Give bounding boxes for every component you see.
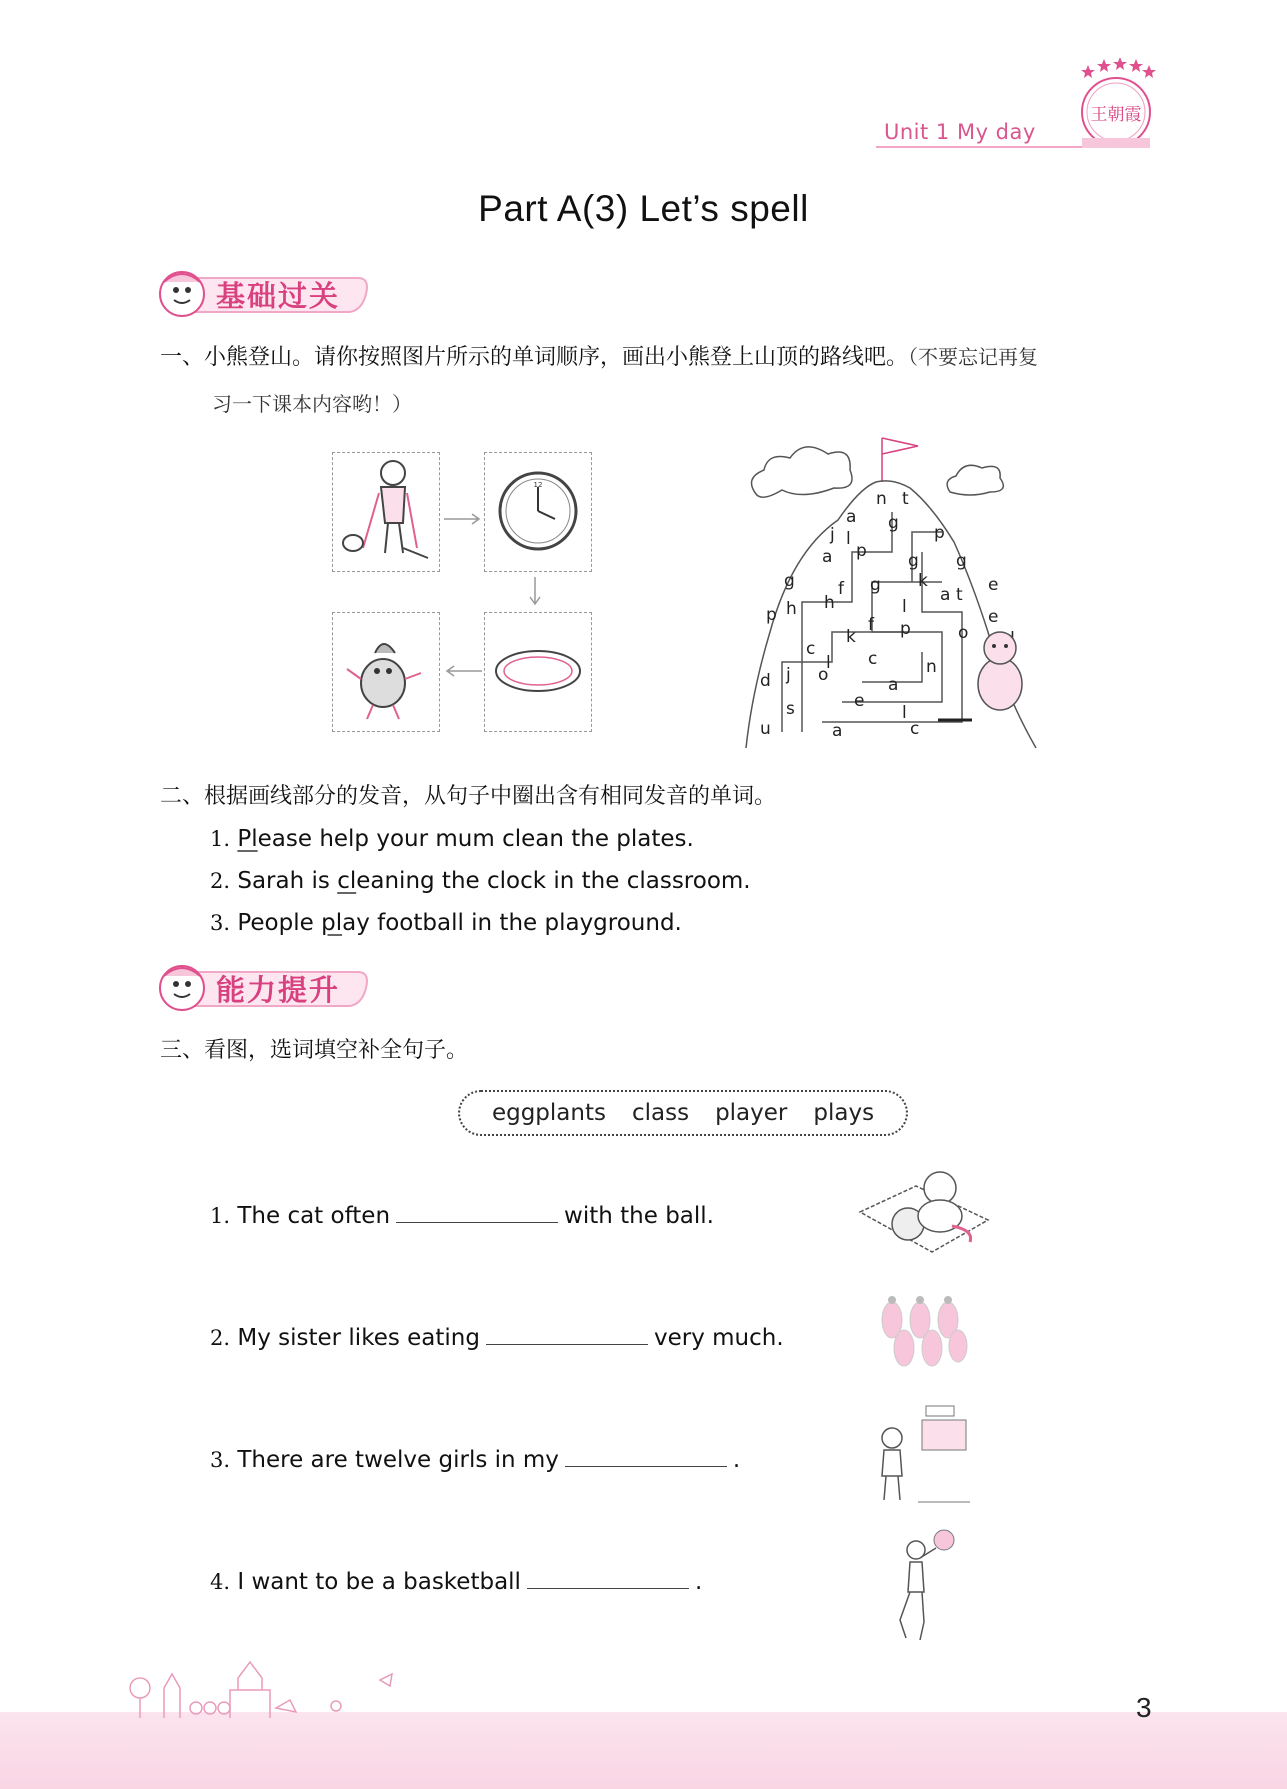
svg-text:n: n <box>876 489 887 509</box>
svg-text:k: k <box>918 571 928 591</box>
q1-hint-continued: 习一下课本内容哟！） <box>212 392 412 416</box>
svg-text:p: p <box>766 605 777 625</box>
q2-instruction: 二、根据画线部分的发音，从句子中圈出含有相同发音的单词。 <box>160 784 777 809</box>
svg-text:h: h <box>824 593 835 613</box>
svg-text:g: g <box>908 551 919 571</box>
svg-text:l: l <box>826 653 831 673</box>
q3-item-2: 2. My sister likes eating very much. <box>210 1325 784 1351</box>
q2-item-2: 2. Sarah is cleaning the clock in the classroom. <box>210 868 751 894</box>
svg-text:c: c <box>868 649 878 669</box>
svg-text:p: p <box>900 619 911 639</box>
picture-classroom <box>870 1402 974 1506</box>
answer-blank[interactable] <box>527 1568 689 1589</box>
svg-text:王朝霞: 王朝霞 <box>1090 105 1142 125</box>
svg-text:g: g <box>888 513 899 533</box>
svg-text:c: c <box>806 639 816 659</box>
picture-basketball-player <box>880 1526 958 1644</box>
q3-item-4: 4. I want to be a basketball . <box>210 1569 703 1595</box>
svg-text:a: a <box>888 675 899 695</box>
svg-text:f: f <box>868 615 874 635</box>
svg-text:e: e <box>988 575 999 595</box>
picture-eggplants <box>876 1292 972 1368</box>
section-title-advanced: 能力提升 <box>216 973 341 1007</box>
q3-instruction: 三、看图，选词填空补全句子。 <box>160 1038 469 1063</box>
svg-text:p: p <box>856 541 867 561</box>
answer-blank[interactable] <box>565 1446 727 1467</box>
svg-text:h: h <box>786 599 797 619</box>
svg-text:l: l <box>902 597 907 617</box>
picture-cat-ball <box>856 1166 992 1258</box>
picture-eggplant <box>332 612 440 732</box>
unit-header: Unit 1 My day <box>884 120 1036 144</box>
q3-item-1: 1. The cat often with the ball. <box>210 1203 714 1229</box>
svg-text:e: e <box>854 691 865 711</box>
word-option: player <box>715 1100 788 1126</box>
maze-mountain <box>742 432 1038 752</box>
footer-band <box>0 1712 1287 1789</box>
picture-mop-boy <box>332 452 440 572</box>
q3-item-3: 3. There are twelve girls in my . <box>210 1447 741 1473</box>
svg-text:o: o <box>958 623 969 643</box>
publisher-logo <box>1072 58 1160 152</box>
section-title-basic: 基础过关 <box>216 279 341 313</box>
word-bank <box>458 1090 908 1136</box>
svg-text:a: a <box>832 721 843 741</box>
svg-text:a: a <box>822 547 833 567</box>
svg-text:d: d <box>760 671 771 691</box>
svg-text:g: g <box>956 551 967 571</box>
svg-text:p: p <box>934 523 945 543</box>
svg-text:l: l <box>846 529 851 549</box>
svg-text:12: 12 <box>533 481 543 489</box>
svg-text:f: f <box>838 579 844 599</box>
svg-text:n: n <box>926 657 937 677</box>
arrow-left-icon <box>444 665 482 677</box>
svg-text:e: e <box>988 607 999 627</box>
footer-decoration <box>120 1648 400 1720</box>
section-badge-basic <box>158 268 373 320</box>
section-badge-advanced <box>158 962 373 1014</box>
arrow-down-icon <box>529 577 541 607</box>
picture-plate <box>484 612 592 732</box>
svg-text:s: s <box>786 699 795 719</box>
svg-text:a: a <box>940 585 951 605</box>
page-title: Part A(3) Let’s spell <box>478 188 809 229</box>
svg-text:u: u <box>760 719 771 739</box>
page-number: 3 <box>1136 1692 1152 1723</box>
svg-text:c: c <box>910 719 920 739</box>
svg-text:l: l <box>902 703 907 723</box>
svg-text:g: g <box>870 575 881 595</box>
svg-text:j: j <box>786 665 791 685</box>
svg-text:o: o <box>818 665 829 685</box>
arrow-right-icon <box>444 513 482 525</box>
picture-clock <box>484 452 592 572</box>
svg-text:g: g <box>784 571 795 591</box>
svg-text:k: k <box>846 627 856 647</box>
q2-item-3: 3. People play football in the playground. <box>210 910 682 936</box>
svg-text:t: t <box>902 489 909 509</box>
svg-text:a: a <box>846 507 857 527</box>
svg-text:j: j <box>830 525 835 545</box>
answer-blank[interactable] <box>396 1202 558 1223</box>
q2-item-1: 1. Please help your mum clean the plates. <box>210 826 694 852</box>
answer-blank[interactable] <box>486 1324 648 1345</box>
word-option: eggplants <box>491 1100 606 1126</box>
word-option: class <box>631 1100 690 1126</box>
word-option: plays <box>813 1100 875 1126</box>
q1-instruction: 一、小熊登山。请你按照图片所示的单词顺序，画出小熊登上山顶的路线吧。（不要忘记再复 <box>160 345 1039 370</box>
svg-text:t: t <box>956 585 963 605</box>
